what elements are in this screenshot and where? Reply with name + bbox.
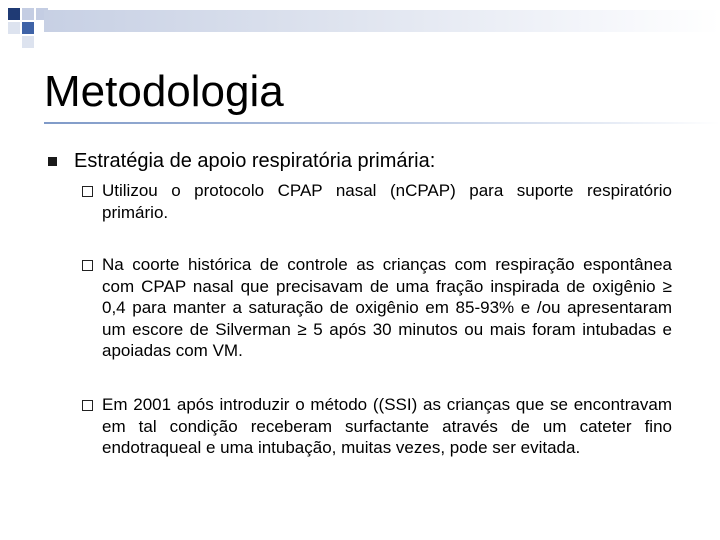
decor-square [8, 22, 20, 34]
hollow-square-bullet-icon [82, 260, 93, 271]
header-gradient-bar [44, 10, 720, 32]
sub-bullet-text: Utilizou o protocolo CPAP nasal (nCPAP) para suporte respiratório primário. [102, 181, 672, 222]
title-divider [44, 122, 720, 124]
hollow-square-bullet-icon [82, 400, 93, 411]
decor-square [22, 36, 34, 48]
decor-square [8, 8, 20, 20]
hollow-square-bullet-icon [82, 186, 93, 197]
sub-bullet-text: Em 2001 após introduzir o método ((SSI) as crianças que se encontravam em tal condição receberam surfactante através de um cateter fino endotraqueal e uma intubação, muitas vezes, pode ser evitada. [102, 395, 672, 457]
main-bullet-text: Estratégia de apoio respiratória primária: [74, 150, 436, 172]
decor-square [22, 22, 34, 34]
sub-bullet-text: Na coorte histórica de controle as crianças com respiração espontânea com CPAP nasal que precisavam de uma fração inspirada de oxigênio ≥ 0,4 para manter a saturação de oxigênio em 85-93% e /ou apresentaram um escore de Silverman ≥ 5 após 30 minutos ou mais foram intubadas e apoiadas com VM. [102, 255, 672, 360]
square-bullet-icon [48, 157, 57, 166]
slide-title: Metodologia [44, 67, 284, 116]
decor-square [22, 8, 34, 20]
